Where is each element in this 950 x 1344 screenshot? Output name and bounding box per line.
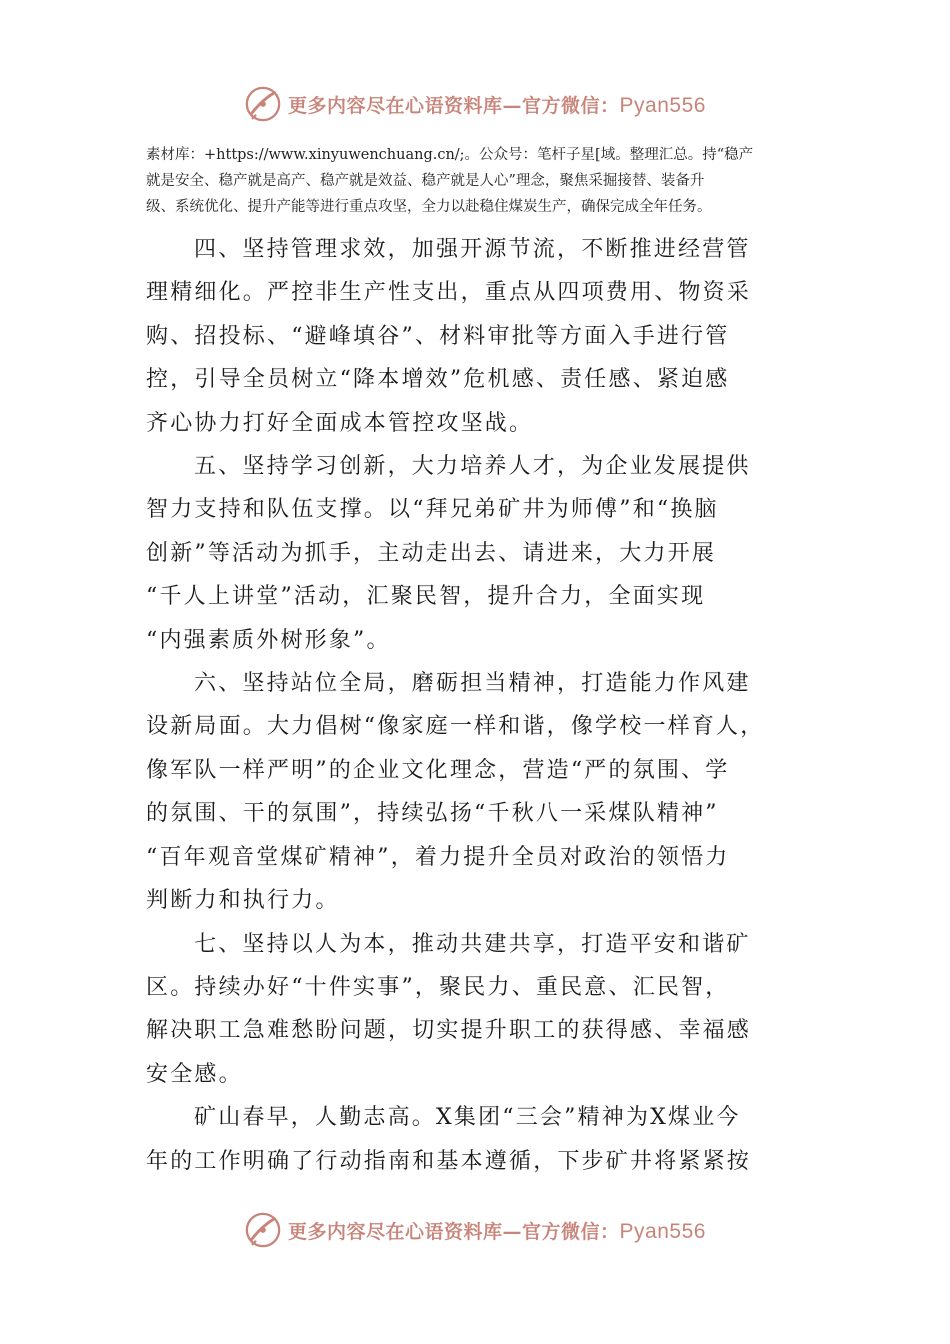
- text-line: 区。持续办好“十件实事”，聚民力、重民意、汇民智，: [146, 974, 730, 1000]
- text-line: 控，引导全员树立“降本增效”危机感、责任感、紧迫感: [146, 367, 730, 393]
- paragraph-closing: [146, 1096, 816, 1183]
- text-line: 的氛围、干的氛围”，持续弘扬“千秋八一采煤队精神”: [146, 801, 719, 827]
- paragraph-4: [146, 228, 816, 445]
- text-line: 矿山春早，人勤志高。X集团“三会”精神为X煤业今: [194, 1105, 741, 1131]
- text-line: “千人上讲堂”活动，汇聚民智，提升合力，全面实现: [146, 584, 706, 610]
- text-line: 六、坚持站位全局，磨砺担当精神，打造能力作风建: [194, 671, 751, 697]
- intro-block: [146, 142, 816, 220]
- intro-line: 素材库：+https://www.xinyuwenchuang.cn/;。公众号：笔杆子星[域。整理汇总。持“稳产: [146, 147, 754, 163]
- text-line: 四、坚持管理求效，加强开源节流，不断推进经营管: [194, 237, 751, 262]
- text-line: “百年观音堂煤矿精神”，着力提升全员对政治的领悟力: [146, 844, 730, 870]
- footer-wechat-id: Pyan556: [619, 1219, 706, 1243]
- text-line: 设新局面。大力倡树“像家庭一样和谐，像学校一样育人，: [146, 714, 765, 740]
- text-line: 安全感。: [146, 1061, 243, 1087]
- text-line: 智力支持和队伍支撑。以“拜兄弟矿井为师傅”和“换脑: [146, 497, 719, 523]
- text-line: 五、坚持学习创新，大力培养人才，为企业发展提供: [194, 454, 751, 480]
- text-line: “内强素质外树形象”。: [146, 627, 391, 653]
- text-line: 齐心协力打好全面成本管控攻坚战。: [146, 410, 534, 436]
- paragraph-6: [146, 662, 816, 922]
- text-line: 像军队一样严明”的企业文化理念，营造“严的氛围、学: [146, 757, 730, 783]
- text-line: 年的工作明确了行动指南和基本遵循，下步矿井将紧紧按: [146, 1148, 752, 1174]
- footer-banner-text: 更多内容尽在心语资料库—官方微信：Pyan556: [288, 1219, 706, 1243]
- header-wechat-id: Pyan556: [619, 93, 706, 117]
- main-text: [146, 228, 816, 1183]
- pen-logo-icon: [244, 85, 282, 123]
- header-banner-text: 更多内容尽在心语资料库—官方微信：Pyan556: [288, 93, 706, 117]
- header-banner: [0, 80, 950, 128]
- intro-line: 级、系统优化、提升产能等进行重点攻坚，全力以赴稳住煤炭生产，确保完成全年任务。: [146, 199, 712, 215]
- footer-banner: [0, 1206, 950, 1254]
- text-line: 解决职工急难愁盼问题，切实提升职工的获得感、幸福感: [146, 1018, 752, 1044]
- text-line: 创新”等活动为抓手，主动走出去、请进来，大力开展: [146, 540, 717, 566]
- intro-line: 就是安全、稳产就是高产、稳产就是效益、稳产就是人心”理念，聚焦采掘接替、装备升: [146, 173, 705, 189]
- document-body: [146, 142, 816, 1183]
- text-line: 购、招投标、“避峰填谷”、材料审批等方面入手进行管: [146, 323, 730, 349]
- text-line: 理精细化。严控非生产性支出，重点从四项费用、物资采: [146, 280, 752, 306]
- pen-logo-icon: [244, 1211, 282, 1249]
- paragraph-5: [146, 445, 816, 662]
- paragraph-7: [146, 923, 816, 1097]
- text-line: 判断力和执行力。: [146, 888, 340, 914]
- text-line: 七、坚持以人为本，推动共建共享，打造平安和谐矿: [194, 931, 751, 957]
